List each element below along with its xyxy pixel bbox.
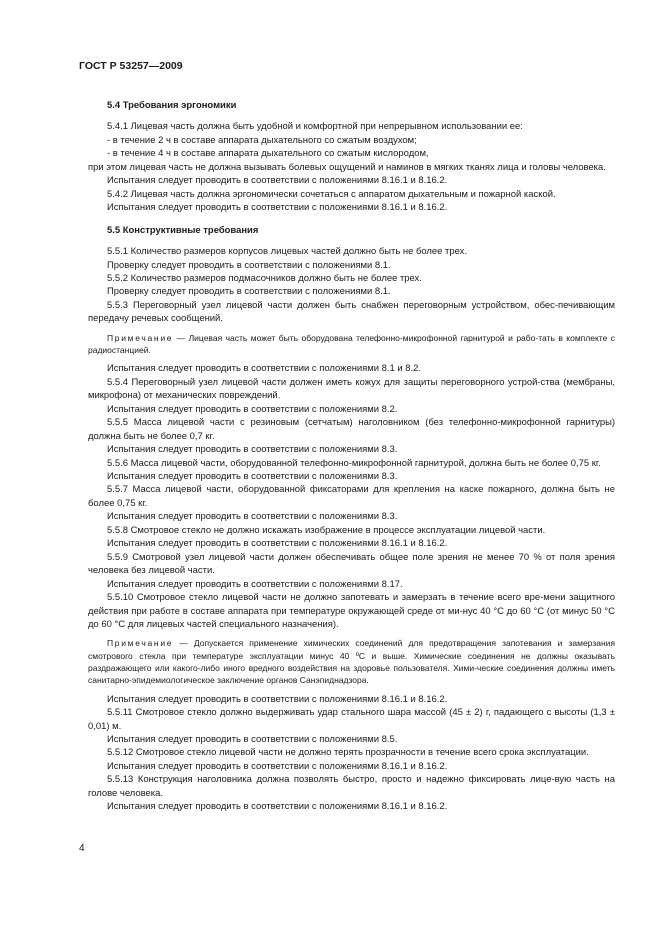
test-reference: Испытания следует проводить в соответствии с положениями 8.2. <box>107 403 398 415</box>
note-2 <box>88 637 615 686</box>
test-reference: Испытания следует проводить в соответствии с положениями 8.16.1 и 8.16.2. <box>107 801 448 813</box>
paragraph-5-5-10: 5.5.10 Смотровое стекло лицевой части не должно запотевать и замерзать в течение всего вре-мени защитного действия при работе в составе аппарата при температуре окружающей среде от ми-нус 40 °С до 60 °С (от минус 50 °С до 60 °С для лицевых частей специального назначения). <box>88 592 615 630</box>
paragraph-5-5-9: 5.5.9 Смотровой узел лицевой части должен обеспечивать общее поле зрения не менее 70 % от поля зрения человека без лицевой части. <box>88 551 615 577</box>
test-reference: Испытания следует проводить в соответствии с положениями 8.16.1 и 8.16.2. <box>107 538 448 550</box>
paragraph-5-5-13: 5.5.13 Конструкция наголовника должна позволять быстро, просто и надежно фиксировать лице-вую часть на голове человека. <box>88 774 615 799</box>
document-header: ГОСТ Р 53257—2009 <box>79 60 183 72</box>
paragraph-5-5-1: 5.5.1 Количество размеров корпусов лицевых частей должно быть не более трех. <box>107 246 467 258</box>
note-label: Примечание <box>107 332 174 343</box>
paragraph-5-5-7: 5.5.7 Масса лицевой части, оборудованной фиксаторами для крепления на каске пожарного, должна быть не более 0,75 кг. <box>88 484 615 509</box>
note-text: — Допускается применение химических соединений для предотвращения запотевания и замерзания смотрового стекла при температуре эксплуатации минус 40 ºС и выше. Химические соединения не должны оказывать раздражающего или какого-либо иного вредного воздействия на здоровье пользователя. Хими-ческие соединения должны иметь санитарно-эпидемиологическое заключение органов Санэпиднадзора. <box>88 638 615 686</box>
note-text: — Лицевая часть может быть оборудована телефонно-микрофонной гарнитурой и рабо-тать в комплекте с радиостанцией. <box>88 332 615 356</box>
paragraph-5-5-4: 5.5.4 Переговорный узел лицевой части должен иметь кожух для защиты переговорного устрой-ства (мембраны, микрофона) от механических повреждений. <box>88 376 615 402</box>
test-reference: Испытания следует проводить в соответствии с положениями 8.16.1 и 8.16.2. <box>107 202 448 214</box>
list-item: - в течение 4 ч в составе аппарата дыхательного со сжатым кислородом, <box>107 148 429 160</box>
test-reference: Испытания следует проводить в соответствии с положениями 8.17. <box>107 578 403 590</box>
paragraph-5-5-11: 5.5.11 Смотровое стекло должно выдерживать удар стального шара массой (45 ± 2) г, падающего с высоты (1,3 ± 0,01) м. <box>88 707 615 732</box>
test-reference: Испытания следует проводить в соответствии с положениями 8.3. <box>107 471 398 483</box>
paragraph-continuation: при этом лицевая часть не должна вызывать болевых ощущений и наминов в мягких тканях лица и головы человека. <box>88 161 606 173</box>
list-item: - в течение 2 ч в составе аппарата дыхательного со сжатым воздухом; <box>107 134 417 146</box>
page-number: 4 <box>79 843 85 854</box>
paragraph-5-5-8: 5.5.8 Смотровое стекло не должно искажать изображение в процессе эксплуатации лицевой части. <box>107 524 546 536</box>
paragraph-5-5-3: 5.5.3 Переговорный узел лицевой части должен быть снабжен переговорным устройством, обес-печивающим передачу речевых сообщений. <box>88 299 615 325</box>
paragraph-5-5-12: 5.5.12 Смотровое стекло лицевой части не должно терять прозрачности в течение всего срока эксплуатации. <box>107 747 589 759</box>
document-body <box>88 90 615 814</box>
section-heading-5-4: 5.4 Требования эргономики <box>107 100 237 111</box>
test-reference: Испытания следует проводить в соответствии с положениями 8.3. <box>107 511 398 523</box>
test-reference: Испытания следует проводить в соответствии с положениями 8.5. <box>107 734 398 745</box>
section-heading-5-5: 5.5 Конструктивные требования <box>107 224 259 236</box>
paragraph-5-4-1: 5.4.1 Лицевая часть должна быть удобной и комфортной при непрерывном использовании ее: <box>107 121 523 133</box>
paragraph-5-5-5: 5.5.5 Масса лицевой части с резиновым (сетчатым) наголовником (без телефонно-микрофонной гарнитуры) должна быть не более 0,7 кг. <box>88 417 615 442</box>
paragraph-5-5-2: 5.5.2 Количество размеров подмасочников должно быть не более трех. <box>107 272 422 284</box>
note-1 <box>88 332 615 357</box>
paragraph-5-4-2: 5.4.2 Лицевая часть должна эргономически сочетаться с аппаратом дыхательным и пожарной каской. <box>107 188 556 200</box>
test-reference: Испытания следует проводить в соответствии с положениями 8.16.1 и 8.16.2. <box>107 175 448 187</box>
test-reference: Испытания следует проводить в соответствии с положениями 8.1 и 8.2. <box>107 363 422 375</box>
test-reference: Испытания следует проводить в соответствии с положениями 8.3. <box>107 444 398 456</box>
note-label: Примечание <box>107 638 174 649</box>
test-reference: Испытания следует проводить в соответствии с положениями 8.16.1 и 8.16.2. <box>107 760 448 772</box>
test-reference: Проверку следует проводить в соответствии с положениями 8.1. <box>107 259 391 271</box>
paragraph-5-5-6: 5.5.6 Масса лицевой части, оборудованной телефонно-микрофонной гарнитурой, должна быть не более 0,75 кг. <box>107 457 601 469</box>
test-reference: Проверку следует проводить в соответствии с положениями 8.1. <box>107 286 391 298</box>
test-reference: Испытания следует проводить в соответствии с положениями 8.16.1 и 8.16.2. <box>107 693 448 705</box>
